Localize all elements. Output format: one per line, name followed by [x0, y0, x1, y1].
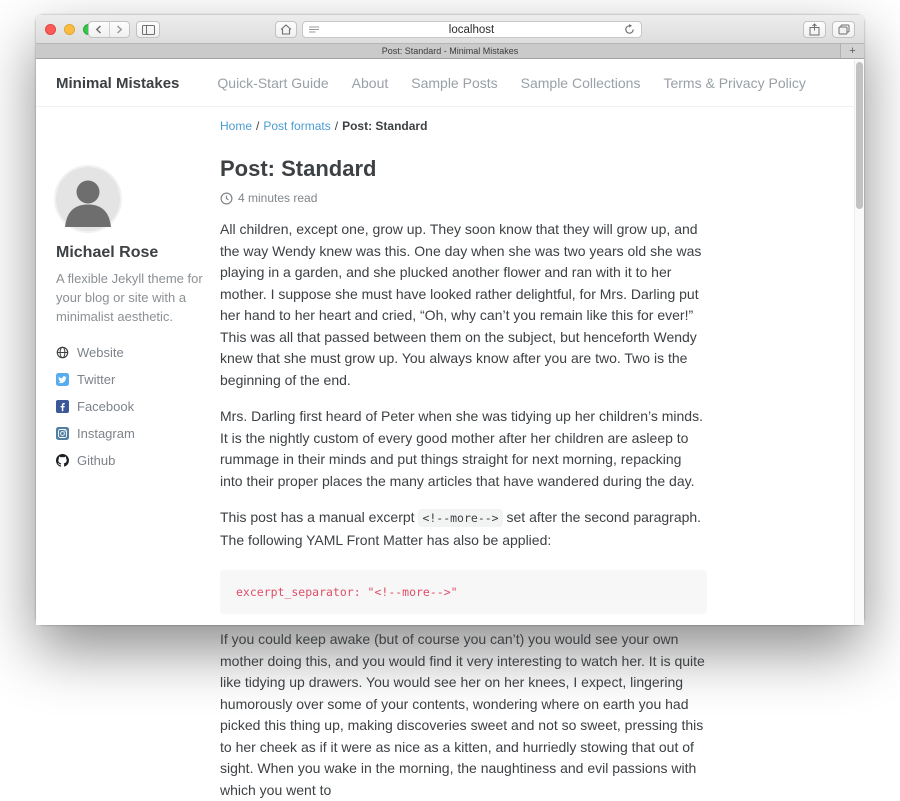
safari-window: [36, 15, 864, 798]
paragraph-3-text: set after the second paragraph. The following YAML Front Matter has also be applied:: [220, 509, 702, 548]
new-tab-button[interactable]: +: [840, 44, 864, 58]
share-icon: [809, 23, 820, 36]
breadcrumb-home-link[interactable]: Home: [220, 119, 253, 133]
author-link-label[interactable]: Instagram: [77, 425, 135, 441]
breadcrumb-separator: /: [334, 119, 339, 133]
facebook-icon: [56, 400, 69, 413]
home-icon: [280, 24, 292, 35]
sidebar-toggle-button[interactable]: [136, 21, 160, 38]
scrollbar-track[interactable]: [854, 60, 864, 625]
site-title-link[interactable]: Minimal Mistakes: [56, 74, 180, 92]
github-icon: [56, 454, 69, 467]
nav-item-terms-privacy[interactable]: Terms & Privacy Policy: [663, 75, 806, 91]
author-links: [56, 345, 208, 468]
globe-icon: [56, 346, 69, 359]
active-tab[interactable]: Post: Standard - Minimal Mistakes: [381, 46, 519, 56]
breadcrumb-current: Post: Standard: [342, 119, 428, 133]
yaml-code-block: [220, 570, 707, 614]
author-bio: A flexible Jekyll theme for your blog or site with a minimalist aesthetic.: [56, 271, 203, 324]
paragraph-3: [220, 507, 707, 551]
url-text[interactable]: localhost: [448, 23, 495, 36]
post-title: Post: Standard: [220, 156, 377, 181]
nav-item-sample-posts[interactable]: Sample Posts: [411, 75, 498, 91]
post-meta: [220, 191, 707, 205]
sidebar-icon: [142, 25, 155, 35]
author-link-github[interactable]: [56, 453, 208, 468]
author-link-label[interactable]: Github: [77, 452, 116, 468]
back-button[interactable]: [89, 22, 110, 37]
breadcrumb: [220, 119, 707, 133]
browser-toolbar: [36, 15, 864, 44]
tab-bar: [36, 44, 864, 59]
nav-item-quick-start-guide[interactable]: Quick-Start Guide: [217, 75, 329, 91]
nav-item-sample-collections[interactable]: Sample Collections: [520, 75, 641, 91]
author-link-label[interactable]: Facebook: [77, 398, 135, 414]
close-window-button[interactable]: [45, 24, 56, 35]
paragraph-1: All children, except one, grow up. They soon know that they will grow up, and the way Wendy knew was this. One day when she was two years old she was playing in a garden, and she plucked another flower and ran with it to her mother. I suppose she must have looked rather delightful, for Mrs. Darling put her hand to her heart and cried, “Oh, why can’t you remain like this for ever!” This was all that passed between them on the subject, but henceforth Wendy knew that she must grow up. You always know after you are two. Two is the beginning of the end.: [220, 221, 702, 388]
author-sidebar: [56, 167, 208, 480]
tabs-icon: [838, 24, 850, 35]
home-button[interactable]: [275, 21, 297, 38]
site-masthead: [36, 60, 864, 107]
history-nav-group: [88, 21, 130, 38]
author-link-website[interactable]: [56, 345, 208, 360]
author-link-twitter[interactable]: [56, 372, 208, 387]
scrollbar-thumb[interactable]: [856, 62, 863, 209]
paragraph-2: Mrs. Darling first heard of Peter when she was tidying up her children’s minds. It is the nightly custom of every good mother after her children are asleep to rummage in their minds and put things straight for next morning, repacking into their proper places the many articles that have wandered during the day.: [220, 408, 703, 489]
chevron-left-icon: [95, 25, 102, 34]
reader-icon[interactable]: [309, 26, 319, 34]
twitter-icon: [56, 373, 69, 386]
reload-icon[interactable]: [624, 24, 635, 35]
site-nav: [217, 75, 805, 91]
author-link-facebook[interactable]: [56, 399, 208, 414]
yaml-code: excerpt_separator: "<!--more-->": [236, 585, 458, 599]
nav-item-about[interactable]: About: [351, 75, 389, 91]
author-link-instagram[interactable]: [56, 426, 208, 441]
read-time: 4 minutes read: [238, 191, 318, 205]
avatar: [56, 167, 120, 231]
show-tabs-button[interactable]: [832, 21, 855, 38]
author-link-label[interactable]: Twitter: [77, 371, 116, 387]
paragraph-4: If you could keep awake (but of course you can’t) you would see your own mother doing this, and you would find it very interesting to watch her. It is quite like tidying up drawers. You would see her on her knees, I expect, lingering humorously over some of your contents, wondering where on earth you had picked this thing up, making discoveries sweet and not so sweet, pressing this to her cheek as if it were as nice as a kitten, and hurriedly stowing that out of sight. When you wake in the morning, the naughtiness and evil passions with which you went to: [220, 631, 705, 798]
person-silhouette-icon: [56, 167, 120, 231]
address-bar[interactable]: [302, 21, 642, 38]
instagram-icon: [56, 427, 69, 440]
article-content: [220, 107, 707, 801]
author-name: Michael Rose: [56, 244, 159, 261]
breadcrumb-separator: /: [256, 119, 260, 133]
forward-button[interactable]: [110, 22, 130, 37]
share-button[interactable]: [803, 21, 826, 38]
web-page: [36, 60, 864, 798]
clock-icon: [220, 192, 233, 205]
traffic-lights: [45, 24, 94, 35]
paragraph-3-text: This post has a manual excerpt: [220, 509, 419, 525]
chevron-right-icon: [116, 25, 123, 34]
author-link-label[interactable]: Website: [77, 344, 124, 360]
page-layout: [36, 107, 864, 801]
inline-code: <!--more-->: [418, 509, 502, 527]
minimize-window-button[interactable]: [64, 24, 75, 35]
breadcrumb-post-formats-link[interactable]: Post formats: [263, 119, 331, 133]
